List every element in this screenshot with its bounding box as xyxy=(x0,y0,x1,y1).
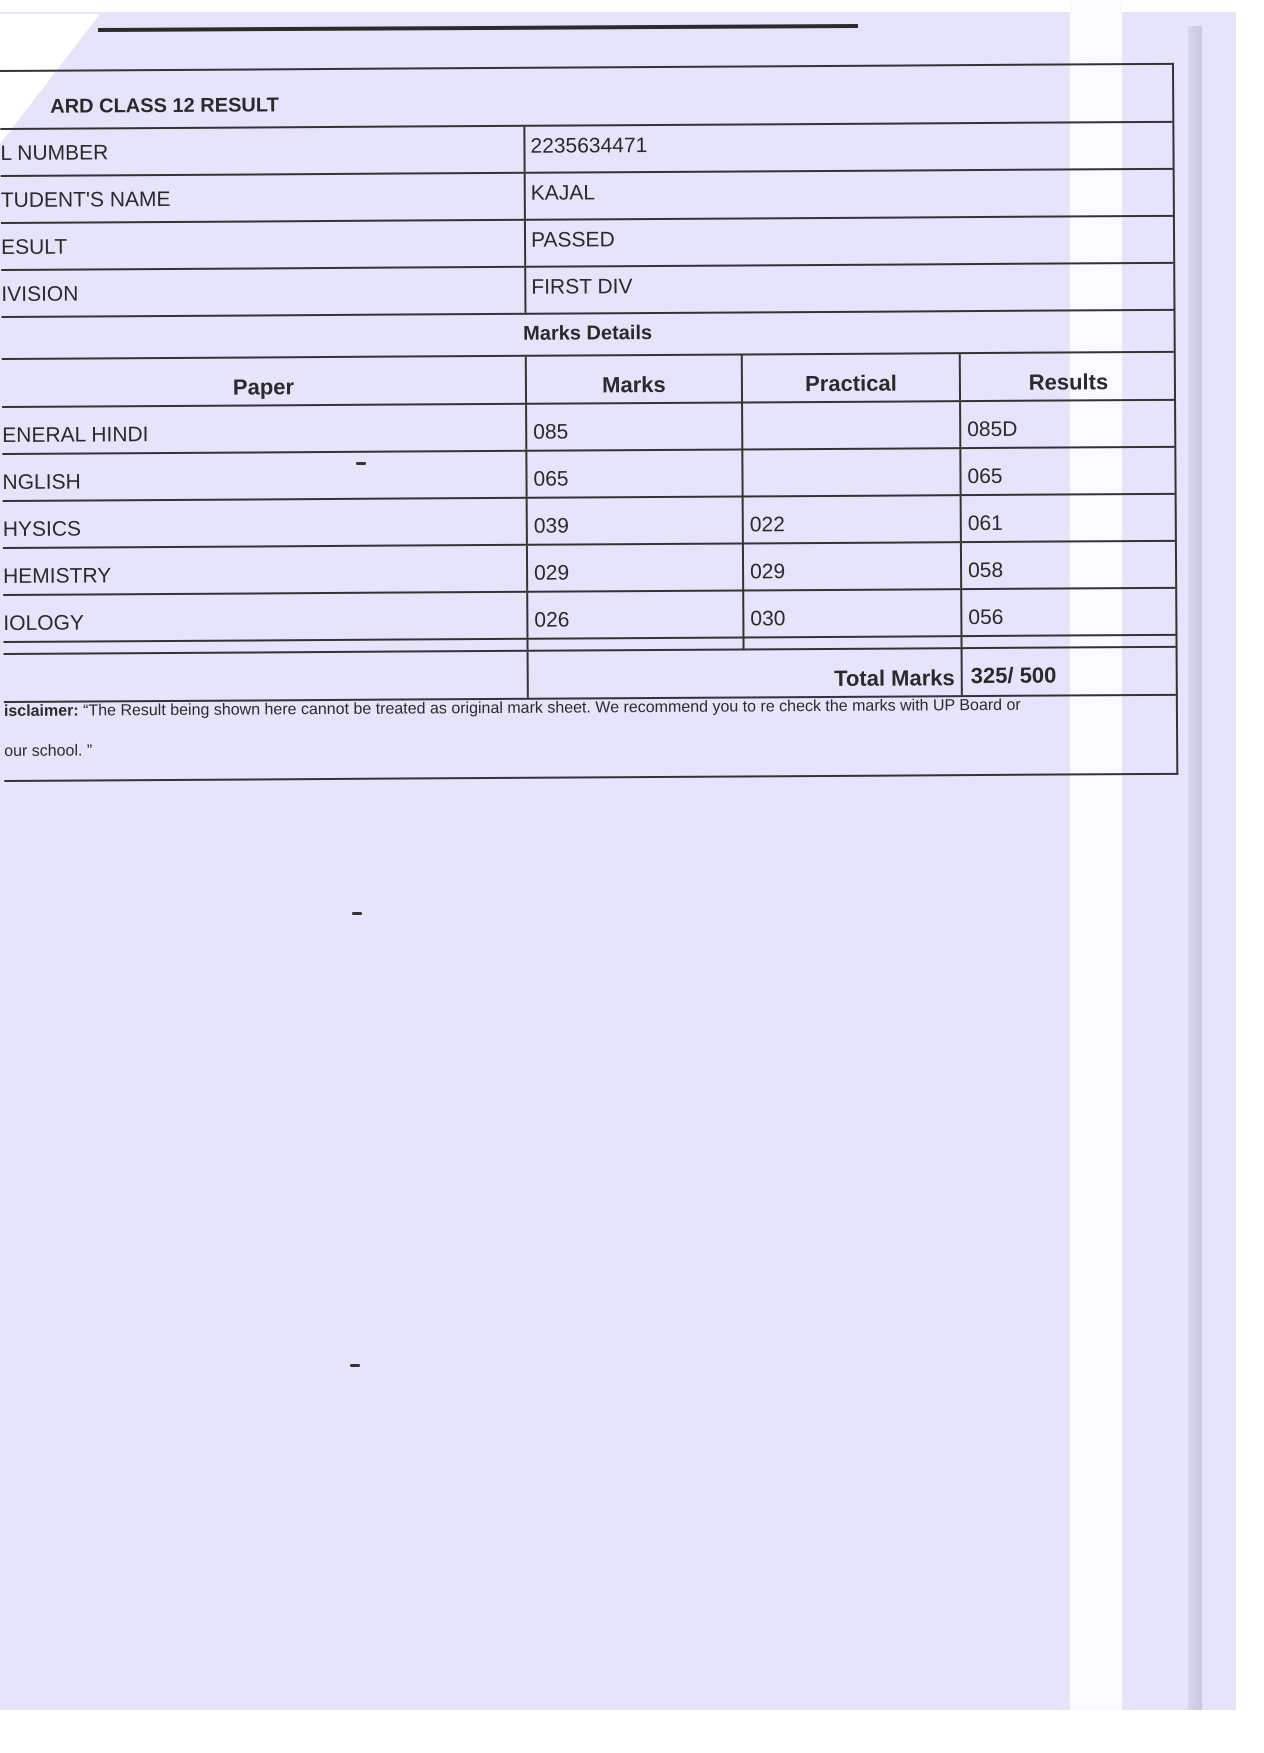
col-header-paper: Paper xyxy=(2,357,527,406)
info-row-student-name xyxy=(1,170,1173,224)
table-row xyxy=(2,448,1174,502)
marks-header-row xyxy=(2,353,1174,408)
col-header-practical: Practical xyxy=(743,354,961,401)
scan-speck xyxy=(356,462,366,465)
info-value: KAJAL xyxy=(530,181,596,205)
total-label: Total Marks xyxy=(529,649,963,698)
spacer-cell xyxy=(962,636,1177,647)
result-cell: 058 xyxy=(968,558,1004,583)
scan-speck xyxy=(350,1364,360,1367)
paper-cell: ENERAL HINDI xyxy=(2,405,527,453)
column-divider xyxy=(524,221,526,266)
marks-cell: 039 xyxy=(528,497,744,543)
table-row xyxy=(3,542,1175,596)
spacer-cell xyxy=(528,638,744,649)
paper-cell: NGLISH xyxy=(2,452,527,500)
info-row-roll-number xyxy=(0,123,1172,177)
marks-details-heading: Marks Details xyxy=(2,311,1174,360)
total-value: 325/ 500 xyxy=(970,662,1057,689)
result-cell: 061 xyxy=(967,511,1003,536)
disclaimer-text-continued: our school. ” xyxy=(4,742,93,760)
marks-cell: 026 xyxy=(528,591,744,637)
scan-speck xyxy=(352,912,362,915)
column-divider xyxy=(524,268,526,313)
practical-cell: 030 xyxy=(744,590,962,636)
disclaimer xyxy=(4,685,1164,772)
info-value: PASSED xyxy=(530,228,615,252)
column-divider xyxy=(524,174,526,219)
marks-cell: 085 xyxy=(527,403,743,449)
info-row-division xyxy=(1,264,1173,318)
info-row-result xyxy=(1,217,1173,271)
spacer-cell xyxy=(4,640,529,653)
disclaimer-line-1 xyxy=(4,685,1164,732)
col-header-results: Results xyxy=(1028,369,1109,395)
col-header-marks: Marks xyxy=(527,355,743,402)
disclaimer-text: “The Result being shown here cannot be treated as original mark sheet. We recommend you to re check the marks with UP Board or xyxy=(78,696,1021,720)
table-row xyxy=(3,495,1175,549)
info-value: 2235634471 xyxy=(530,134,648,158)
result-cell: 056 xyxy=(968,605,1004,630)
column-divider xyxy=(523,127,525,172)
page-edge-shadow xyxy=(1188,26,1202,1710)
paper-cell: HEMISTRY xyxy=(3,546,528,594)
info-label: L NUMBER xyxy=(0,141,109,165)
table-row xyxy=(3,589,1175,643)
disclaimer-label: isclaimer: xyxy=(3,702,79,720)
info-label: ESULT xyxy=(1,235,68,259)
info-label: IVISION xyxy=(1,282,79,306)
practical-cell: 022 xyxy=(744,496,962,542)
result-cell: 085D xyxy=(967,417,1018,442)
result-cell: 065 xyxy=(967,464,1003,489)
practical-cell xyxy=(743,449,961,495)
result-title: ARD CLASS 12 RESULT xyxy=(0,65,1172,130)
practical-cell xyxy=(743,402,961,448)
result-table xyxy=(0,63,1178,782)
paper-cell: HYSICS xyxy=(3,499,528,547)
info-label: TUDENT'S NAME xyxy=(0,187,171,212)
practical-cell: 029 xyxy=(744,543,962,589)
table-row xyxy=(2,401,1174,455)
spacer-cell xyxy=(744,637,962,648)
marks-cell: 065 xyxy=(527,450,743,496)
paper-cell: IOLOGY xyxy=(3,593,528,641)
info-value: FIRST DIV xyxy=(531,275,633,299)
marks-cell: 029 xyxy=(528,544,744,590)
